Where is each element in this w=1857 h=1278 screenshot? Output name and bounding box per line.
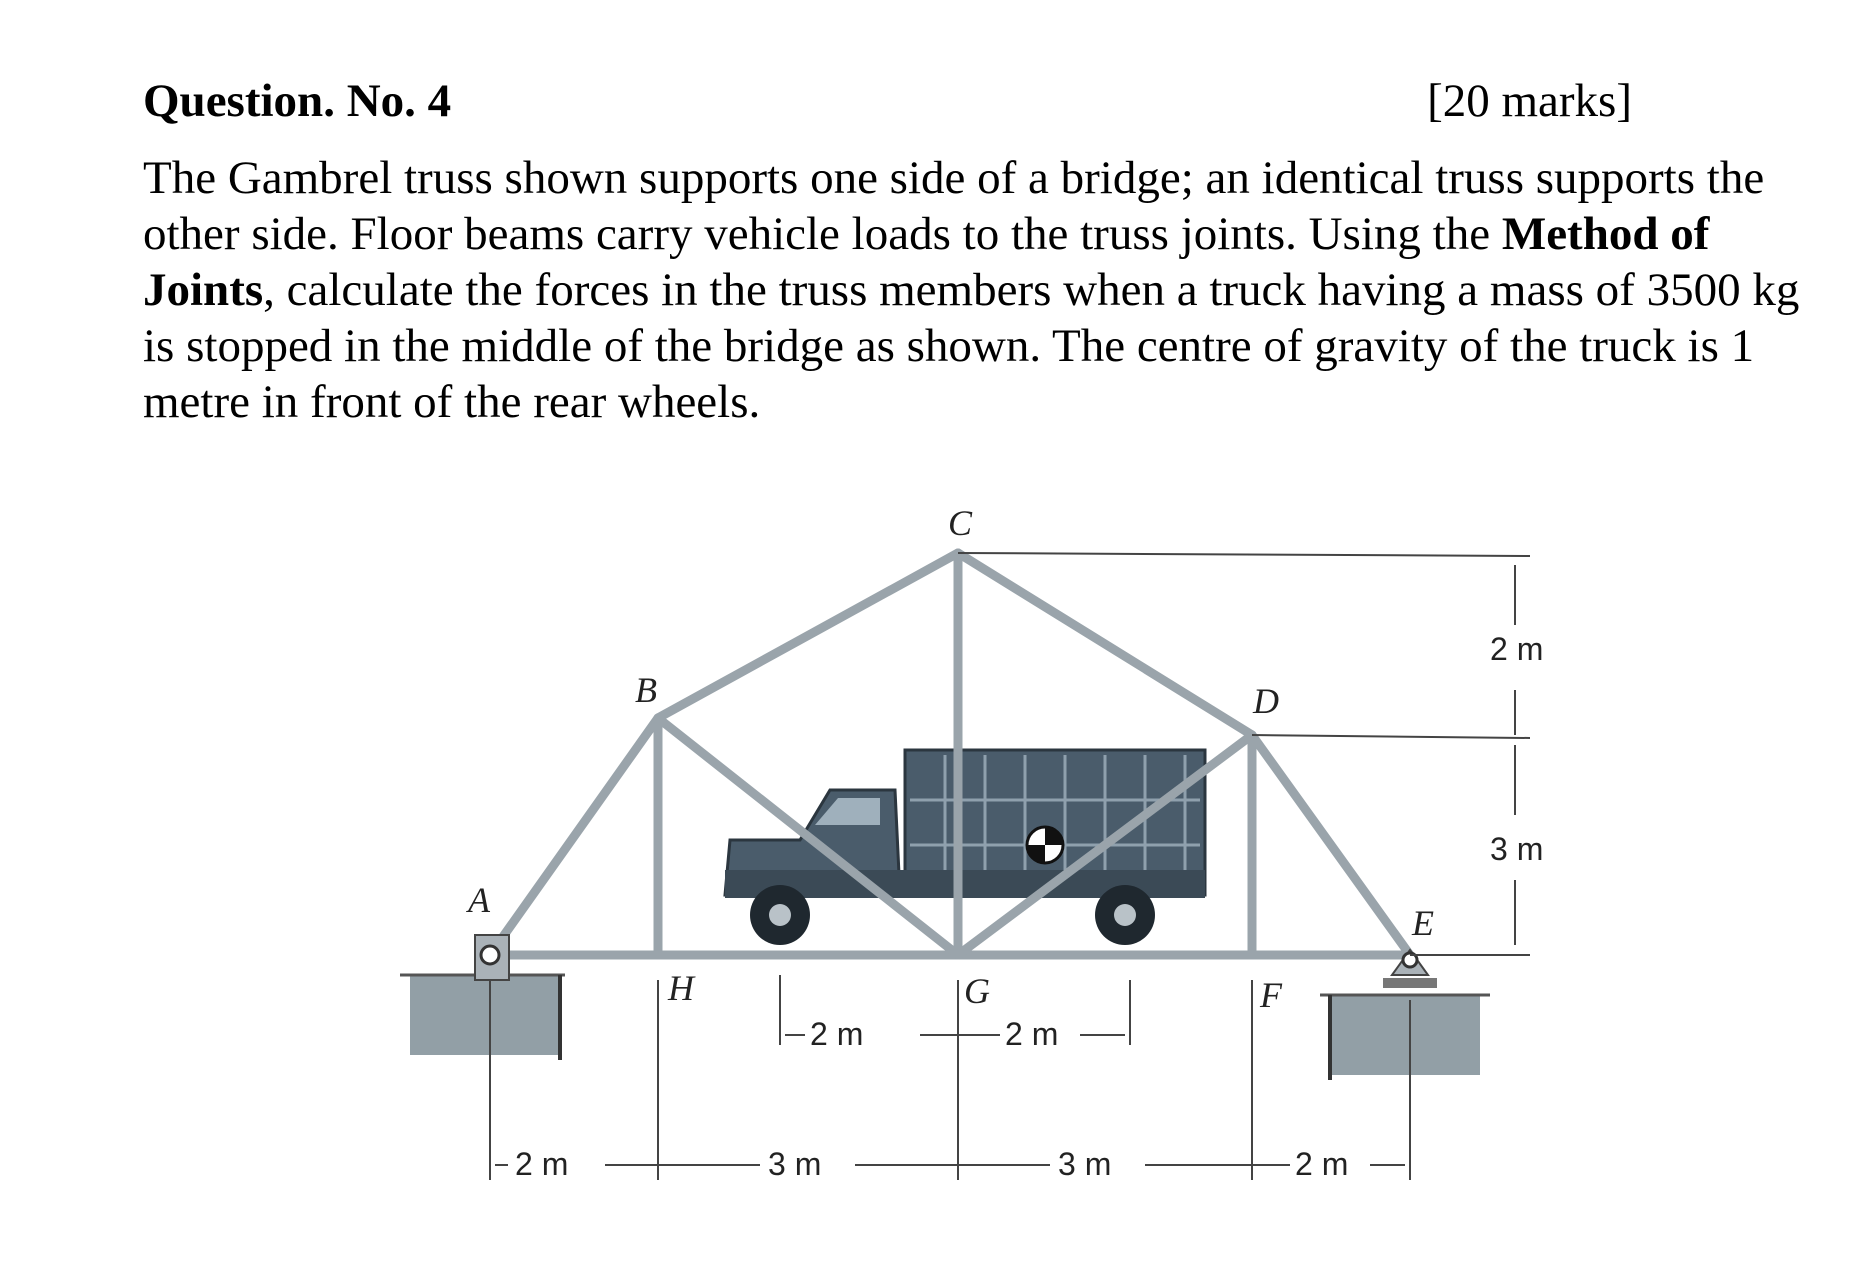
joint-label-B: B (635, 670, 657, 710)
joint-label-D: D (1253, 681, 1279, 721)
dim-wheel-right: 2 m (1005, 1016, 1059, 1052)
right-support-ground (1320, 995, 1490, 1080)
joint-label-E: E (1412, 903, 1434, 943)
joint-label-A: A (468, 880, 490, 920)
dim-height-top: 2 m (1490, 631, 1544, 667)
truck (725, 750, 1205, 945)
center-of-gravity-icon (1027, 827, 1063, 863)
left-support-ground (400, 975, 565, 1060)
question-marks: [20 marks] (1427, 75, 1632, 127)
joint-label-F: F (1260, 975, 1282, 1015)
question-text-part1: The Gambrel truss shown supports one side of a bridge; an identical truss supports the other side. Floor beams carry vehicle loads to the truss joints. Using the (143, 152, 1765, 260)
dim-span-AH: 2 m (515, 1146, 569, 1182)
dim-wheel-left: 2 m (810, 1016, 864, 1052)
joint-label-G: G (964, 971, 990, 1011)
dim-height-bottom: 3 m (1490, 831, 1544, 867)
dim-span-HG: 3 m (768, 1146, 822, 1182)
question-heading: Question. No. 4 (143, 75, 452, 127)
method-emphasis: Method of Joints (143, 208, 1710, 316)
dim-span-GF: 3 m (1058, 1146, 1112, 1182)
pin-support-A (475, 935, 509, 980)
joint-label-H: H (668, 968, 694, 1008)
dim-span-FE: 2 m (1295, 1146, 1349, 1182)
question-text-part2: , calculate the forces in the truss members when a truck having a mass of 3500 kg is stopped in the middle of the bridge as shown. The centre of gravity of the truck is 1 metre in front of the rear wheels. (143, 264, 1800, 428)
joint-label-C: C (948, 503, 973, 543)
